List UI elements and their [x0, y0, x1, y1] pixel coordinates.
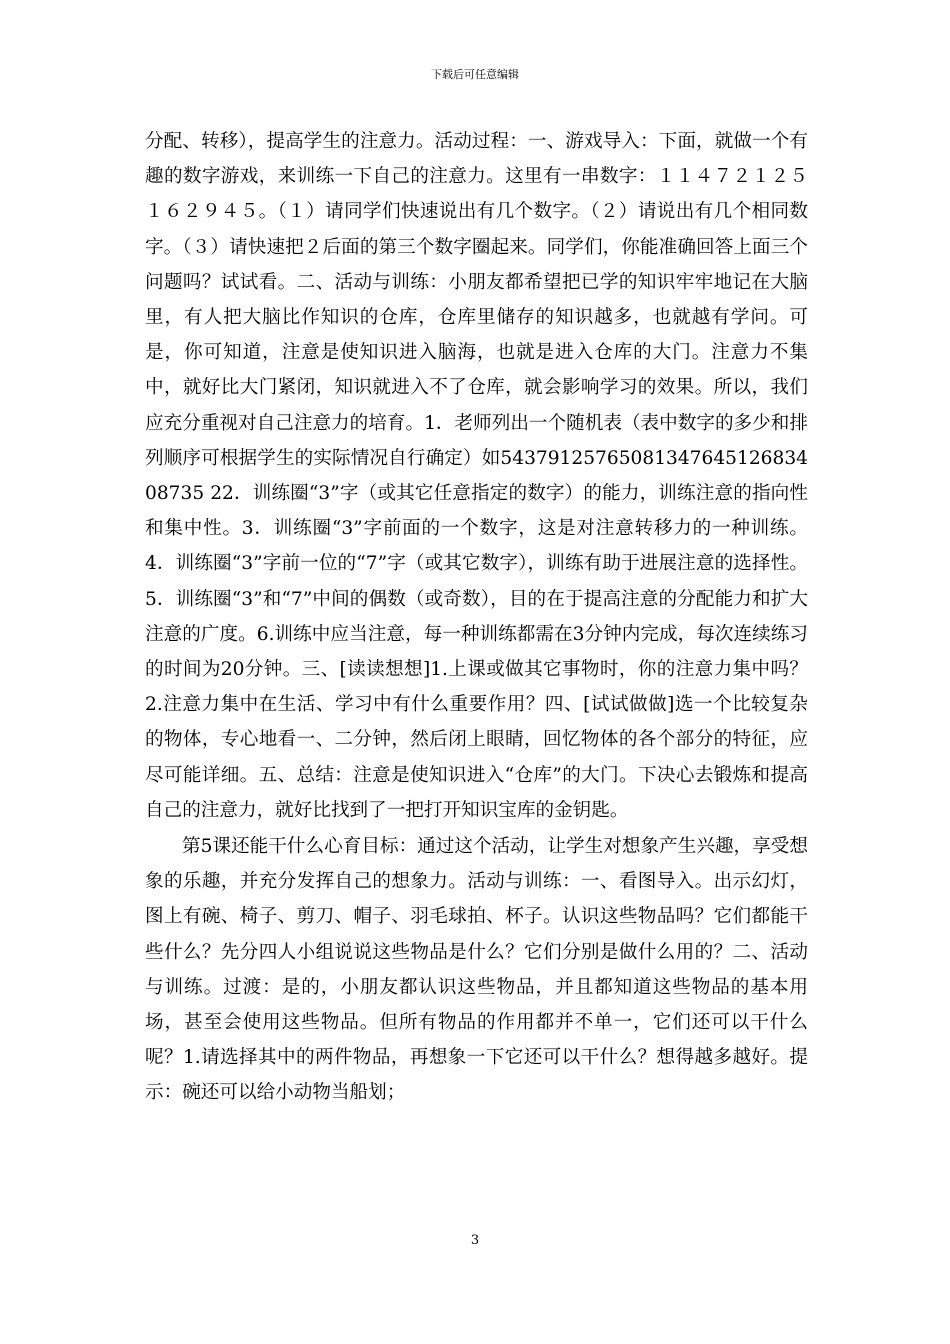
paragraph-1: 分配、转移），提高学生的注意力。活动过程：一、游戏导入：下面，就做一个有趣的数字游戏，来训练一下自己的注意力。这里有一串数字：１１４７２１２５１６２９４５。（１）请同学们快速说出有几个数字。（２）请说出有几个相同数字。（３）请快速把２后面的第三个数字圈起来。同学们，你能准确回答上面三个问题吗？试试看。二、活动与训练：小朋友都希望把已学的知识牢牢地记在大脑里，有人把大脑比作知识的仓库，仓库里储存的知识越多，也就越有学问。可是，你可知道，注意是使知识进入脑海，也就是进入仓库的大门。注意力不集中，就好比大门紧闭，知识就进入不了仓库，就会影响学习的效果。所以，我们应充分重视对自己注意力的培育。1．老师列出一个随机表（表中数字的多少和排列顺序可根据学生的实际情况自行确定）如5437912576508134764512683408735 22．训练圈“3”字（或其它任意指定的数字）的能力，训练注意的指向性和集中性。3．训练圈“3”字前面的一个数字，这是对注意转移力的一种训练。4．训练圈“3”字前一位的“7”字（或其它数字），训练有助于进展注意的选择性。5．训练圈“3”和“7”中间的偶数（或奇数），目的在于提高注意的分配能力和扩大注意的广度。6.训练中应当注意，每一种训练都需在3分钟内完成，每次连续练习的时间为20分钟。三、[读读想想]1.上课或做其它事物时，你的注意力集中吗？2.注意力集中在生活、学习中有什么重要作用？四、[试试做做]选一个比较复杂的物体，专心地看一、二分钟，然后闭上眼睛，回忆物体的各个部分的特征，应尽可能详细。五、总结：注意是使知识进入“仓库”的大门。下决心去锻炼和提高自己的注意力，就好比找到了一把打开知识宝库的金钥匙。 [145, 131, 808, 821]
paragraph-2: 第5课还能干什么心育目标：通过这个活动，让学生对想象产生兴趣，享受想象的乐趣，并充分发挥自己的想象力。活动与训练：一、看图导入。出示幻灯，图上有碗、椅子、剪刀、帽子、羽毛球拍、杯子。认识这些物品吗？它们都能干些什么？先分四人小组说说这些物品是什么？它们分别是做什么用的？二、活动与训练。过渡：是的，小朋友都认识这些物品，并且都知道这些物品的基本用场，甚至会使用这些物品。但所有物品的作用都并不单一，它们还可以干什么呢？1.请选择其中的两件物品，再想象一下它还可以干什么？想得越多越好。提示：碗还可以给小动物当船划； [145, 836, 808, 1104]
page-number: 3 [470, 1233, 480, 1248]
document-body [145, 124, 808, 1111]
page-header: 下载后可任意编辑 [431, 68, 519, 81]
